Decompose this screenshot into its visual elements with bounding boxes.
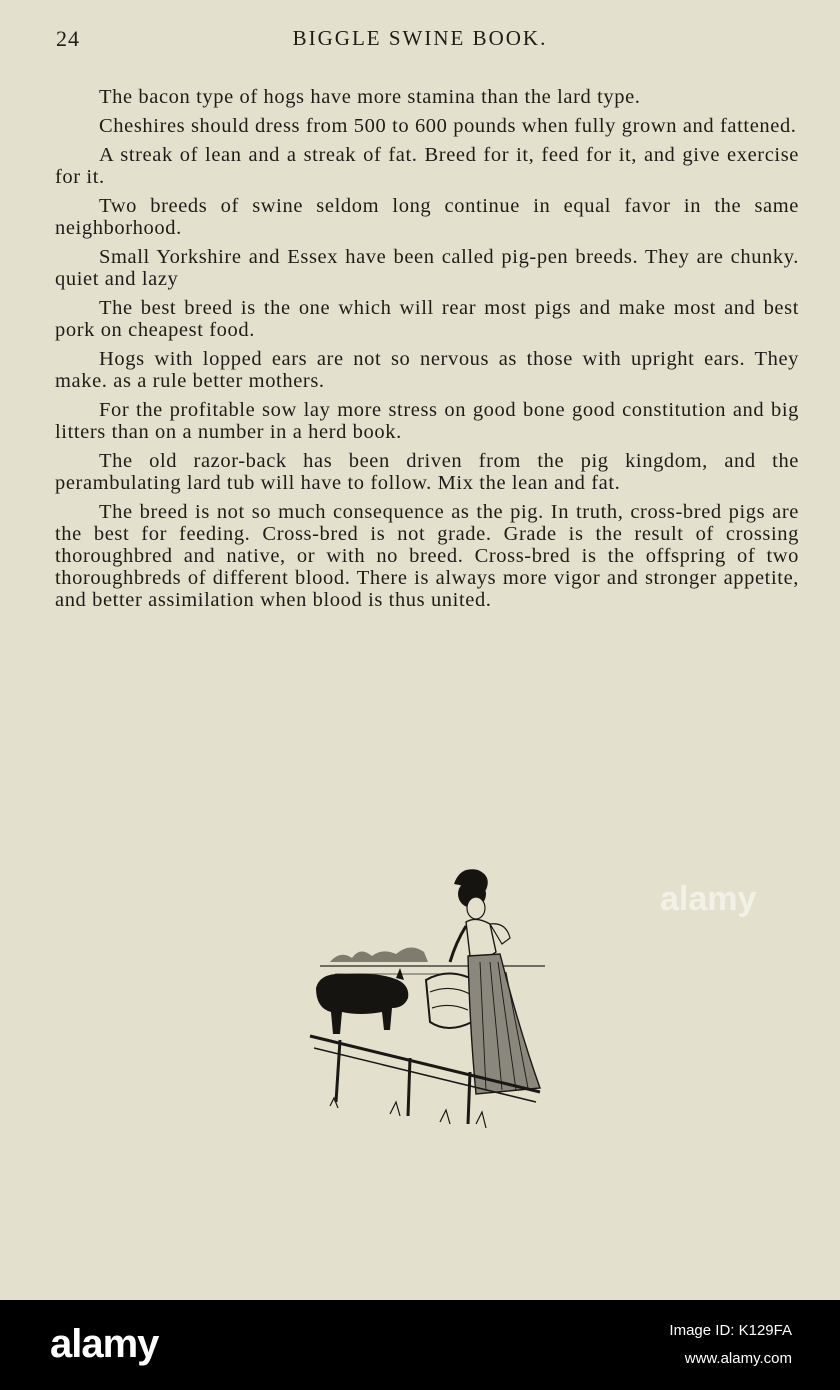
page-number: 24 [56,26,80,51]
woman [450,869,540,1094]
image-id: Image ID: K129FA [669,1322,792,1339]
paragraph: The bacon type of hogs have more stamina than the lard type. [99,86,641,108]
paragraph: For the profitable sow lay more stress on good bone good constitution and big litters than on a number in a herd book. [55,399,799,443]
body-text [55,86,799,618]
footer-url: www.alamy.com [684,1350,792,1367]
running-head: BIGGLE SWINE BOOK. [292,26,548,50]
footer-bar [0,1300,840,1390]
paragraph: The breed is not so much consequence as the pig. In truth, cross-bred pigs are the best for feeding. Cross-bred is not grade. Grade is the result of crossing thoroughbred and native, or with no breed. Cross-bred is the offspring of two thoroughbreds of different blood. There is always more vigor and stronger appetite, and better assimilation when blood is thus united. [55,501,799,611]
woman-feeding-pig-illustration [300,862,562,1140]
alamy-logo: alamy [50,1322,159,1366]
paragraph: The best breed is the one which will rear most pigs and make most and best pork on cheapest food. [55,297,799,341]
paragraph: Small Yorkshire and Essex have been called pig-pen breeds. They are chunky. quiet and lazy [55,246,799,290]
watermark: alamy [660,880,757,918]
pig [316,968,408,1034]
paragraph: The old razor-back has been driven from the pig kingdom, and the perambulating lard tub will have to follow. Mix the lean and fat. [55,450,799,494]
paragraph: Cheshires should dress from 500 to 600 pounds when fully grown and fattened. [99,115,797,137]
paragraph: Two breeds of swine seldom long continue in equal favor in the same neighborhood. [55,195,799,239]
paragraph: A streak of lean and a streak of fat. Breed for it, feed for it, and give exercise for it. [55,144,799,188]
paragraph: Hogs with lopped ears are not so nervous as those with upright ears. They make. as a rule better mothers. [55,348,799,392]
